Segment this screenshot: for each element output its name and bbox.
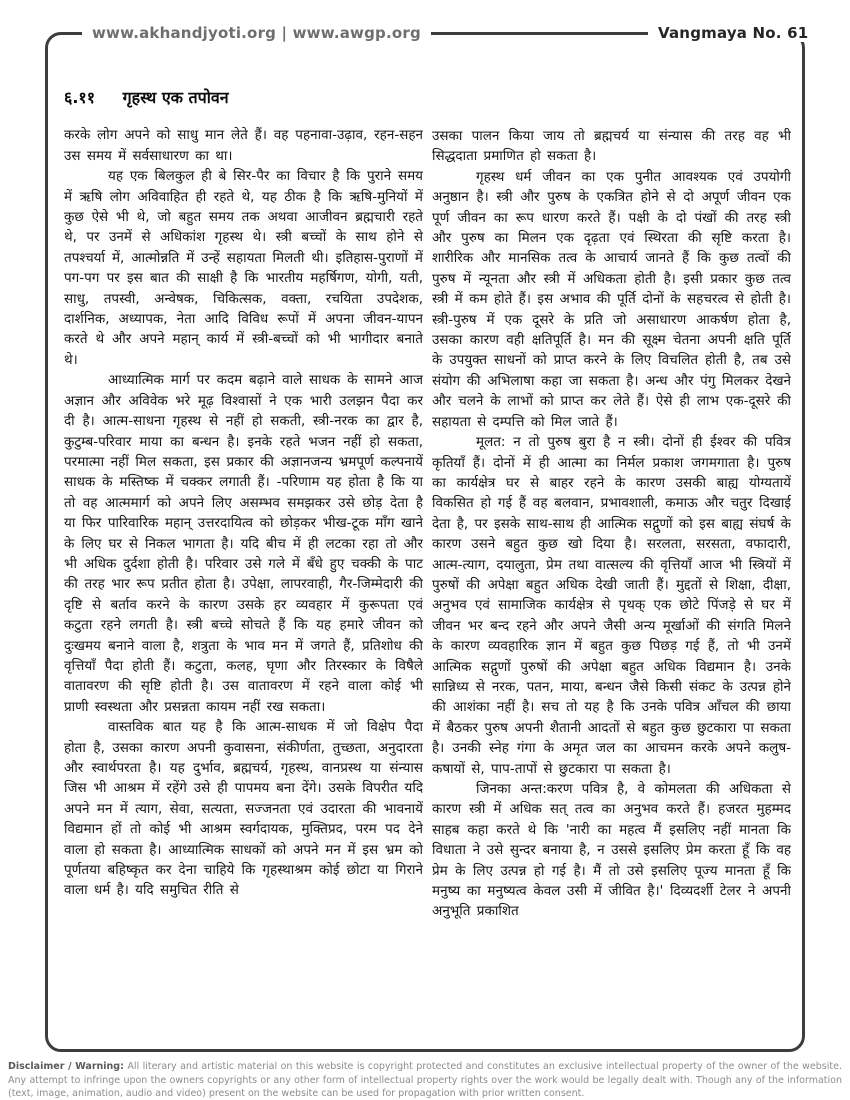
left-text-column: [64, 88, 423, 1044]
paragraph: मूलत: न तो पुरुष बुरा है न स्त्री। दोनों ही ईश्वर की पवित्र कृतियाँ हैं। दोनों में ही आत्मा का निर्मल प्रकाश जगमगाता है। पुरुष का कार्यक्षेत्र घर से बाहर रहने के कारण उसकी बाह्य योग्यतायें विकसित हो गई हैं वह बलवान, प्रभावशाली, कमाऊ और चतुर दिखाई देता है, पर इसके साथ-साथ ही आत्मिक सद्गुणों को इस बाह्य संघर्ष के कारण उसने बहुत कुछ खो दिया है। सरलता, सरसता, वफादारी, आत्म-त्याग, दयालुता, प्रेम तथा वात्सल्य की वृत्तियाँ आज भी स्त्रियों में पुरुषों की अपेक्षा बहुत अधिक देखी जाती हैं। मुद्दतों से शिक्षा, दीक्षा, अनुभव एवं सामाजिक कार्यक्षेत्र से पृथक् एक छोटे पिंजड़े से घर में जीवन भर बन्द रहने और अपने जैसी अन्य मूर्खाओं की संगति मिलने के कारण व्यवहारिक ज्ञान में बहुत कुछ पिछड़ गई हैं, तो भी उनमें आत्मिक सद्गुणों पुरुषों की अपेक्षा बहुत अधिक विद्यमान है। उनके सान्निध्य से नरक, पतन, माया, बन्धन जैसे किसी संकट के उत्पन्न होने की आशंका नहीं है। सच तो यह है कि उनके पवित्र आँचल की छाया में बैठकर पुरुष अपनी शैतानी आदतों से बहुत कुछ छुटकारा पा सकता है। उनकी स्नेह गंगा के अमृत जल का आचमन करके अपने कलुष-कषायों से, पाप-तापों से छुटकारा पा सकता है।: [432, 434, 791, 777]
paragraph: गृहस्थ धर्म जीवन का एक पुनीत आवश्यक एवं उपयोगी अनुष्ठान है। स्त्री और पुरुष के एकत्रित होने से दो अपूर्ण जीवन एक पूर्ण जीवन का रूप धारण करते हैं। पक्षी के दो पंखों की तरह स्त्री और पुरुष का मिलन एक दृढ़ता एवं स्थिरता की सृष्टि करता है। शारीरिक और मानसिक तत्व के आचार्य जानते हैं कि कुछ तत्वों की पुरुष में न्यूनता और स्त्री में अधिकता होती है। इसी प्रकार कुछ तत्व स्त्री में कम होते हैं। इस अभाव की पूर्ति दोनों के सहचरत्व से होती है। स्त्री-पुरुष में एक दूसरे के प्रति जो असाधारण आकर्षण होता है, उसका कारण वही क्षतिपूर्ति है। मन की सूक्ष्म चेतना अपनी क्षति पूर्ति के उपयुक्त साधनों को प्राप्त करने के लिए विचलित होती है, तब उसे संयोग की अभिलाषा कहा जा सकता है। अन्ध और पंगु मिलकर देखने और चलने के लाभों को प्राप्त कर लेते हैं। ऐसे ही लाभ एक-दूसरे की सहायता से दम्पत्ति को मिल जाते हैं।: [432, 168, 791, 430]
paragraph: जिनका अन्त:करण पवित्र है, वे कोमलता की अधिकता से कारण स्त्री में अधिक सत् तत्व का अनुभव करते हैं। हजरत मुहम्मद साहब कहा करते थे कि 'नारी का महत्व मैं इसलिए नहीं मानता कि विधाता ने उसे सुन्दर बनाया है, न उससे इसलिए प्रेम करता हूँ कि वह प्रेम के लिए उत्पन्न हो गई है। मैं तो उसे इसलिए पूज्य मानता हूँ कि मनुष्य का मनुष्यत्व केवल उसी में जीवित है।' दिव्यदर्शी टेलर ने अपनी अनुभूति प्रकाशित: [432, 781, 791, 920]
header-edition-label: Vangmaya No. 61: [648, 24, 818, 42]
paragraph: वास्तविक बात यह है कि आत्म-साधक में जो विक्षेप पैदा होता है, उसका कारण अपनी कुवासना, संकीर्णता, तुच्छता, अनुदारता और स्वार्थपरता है। यह दुर्भाव, ब्रह्मचर्य, गृहस्थ, वानप्रस्थ या संन्यास जिस भी आश्रम में रहेंगे उसे ही पापमय बना देंगे। उसके विपरीत यदि अपने मन में त्याग, सेवा, सत्यता, सज्जनता एवं उदारता की भावनायें विद्यमान हों तो कोई भी आश्रम स्वर्गदायक, मुक्तिप्रद, परम पद देने वाला हो सकता है। आध्यात्मिक साधकों को अपने मन में इस भ्रम को पूर्णतया बहिष्कृत कर देना चाहिये कि गृहस्थाश्रम कोई छोटा या गिराने वाला धर्म है। यदि समुचित रीति से: [64, 719, 423, 899]
paragraph: उसका पालन किया जाय तो ब्रह्मचर्य या संन्यास की तरह वह भी सिद्धदाता प्रमाणित हो सकता है।: [432, 128, 791, 165]
right-text-column: [432, 126, 791, 1044]
section-number: ६.११: [64, 88, 96, 107]
disclaimer-label: Disclaimer / Warning:: [8, 1061, 124, 1072]
paragraph: यह एक बिलकुल ही बे सिर-पैर का विचार है कि पुराने समय में ऋषि लोग अविवाहित ही रहते थे, यह ठीक है कि ऋषि-मुनियों में कुछ ऐसे भी थे, जो बहुत समय तक अथवा आजीवन ब्रह्मचारी रहते थे, पर उनमें से अधिकांश गृहस्थ थे। स्त्री बच्चों के साथ होने से तपश्चर्या में, आत्मोन्नति में उन्हें सहायता मिलती थी। इतिहास-पुराणों में पग-पग पर इस बात की साक्षी है कि भारतीय महर्षिगण, योगी, यती, साधु, तपस्वी, अन्वेषक, चिकित्सक, वक्ता, रचयिता उपदेशक, दार्शनिक, अध्यापक, नेता आदि विविध रूपों में अपना जीवन-यापन करते थे और अपने महान् कार्य में स्त्री-बच्चों को भी भागीदार बनाते थे।: [64, 168, 423, 368]
paragraph: आध्यात्मिक मार्ग पर कदम बढ़ाने वाले साधक के सामने आज अज्ञान और अविवेक भरे मूढ़ विश्वासों ने एक भारी उलझन पैदा कर दी है। आत्म-साधना गृहस्थ से नहीं हो सकती, स्त्री-नरक का द्वार है, कुटुम्ब-परिवार माया का बन्धन है। इनके रहते भजन नहीं हो सकता, परमात्मा नहीं मिल सकता, इस प्रकार की अज्ञानजन्य भ्रमपूर्ण कल्पनायें साधक के मस्तिष्क में चक्कर लगाती हैं। -परिणाम यह होता है कि या तो वह आत्ममार्ग को अपने लिए असम्भव समझकर उसे छोड़ देता है या फिर पारिवारिक महान् उत्तरदायित्व को छोड़कर भीख-टूक माँग खाने के लिए घर से निकल भागता है। यदि बीच में ही लटका रहा तो और भी अधिक दुर्दशा होती है। परिवार उसे गले में बँधे हुए चक्की के पाट की तरह भार रूप प्रतीत होता है। उपेक्षा, लापरवाही, गैर-जिम्मेदारी की दृष्टि से बर्ताव करने के कारण उसके हर व्यवहार में कुरूपता एवं कटुता रहने लगती है। स्त्री बच्चे सोचते हैं कि यह हमारे जीवन को दुःखमय बनाने वाला है, शत्रुता के भाव मन में जगते हैं, प्रतिशोध की वृत्तियाँ पैदा होती हैं। कटुता, कलह, घृणा और तिरस्कार के विषैले वातावरण की सृष्टि होती है। उस वातावरण में रहने वाला कोई भी प्राणी स्वस्थता और प्रसन्नता कायम नहीं रख सकता।: [64, 372, 423, 715]
disclaimer-text: All literary and artistic material on this website is copyright protected and constitutes an exclusive intellectual property of the owner of the website. Any attempt to infringe upon the owners copyrights or any other form of intellectual property rights over the work would be legally dealt with. Though any of the information (text, image, animation, audio and video) present on the website can be used for propagation with prior written consent.: [8, 1061, 842, 1099]
footer-disclaimer: [8, 1060, 842, 1100]
section-heading: [64, 88, 423, 108]
paragraph: करके लोग अपने को साधु मान लेते हैं। वह पहनावा-उढ़ाव, रहन-सहन उस समय में सर्वसाधारण का था।: [64, 127, 423, 164]
header-site-urls: www.akhandjyoti.org | www.awgp.org: [82, 24, 431, 42]
section-title: गृहस्थ एक तपोवन: [122, 88, 229, 107]
